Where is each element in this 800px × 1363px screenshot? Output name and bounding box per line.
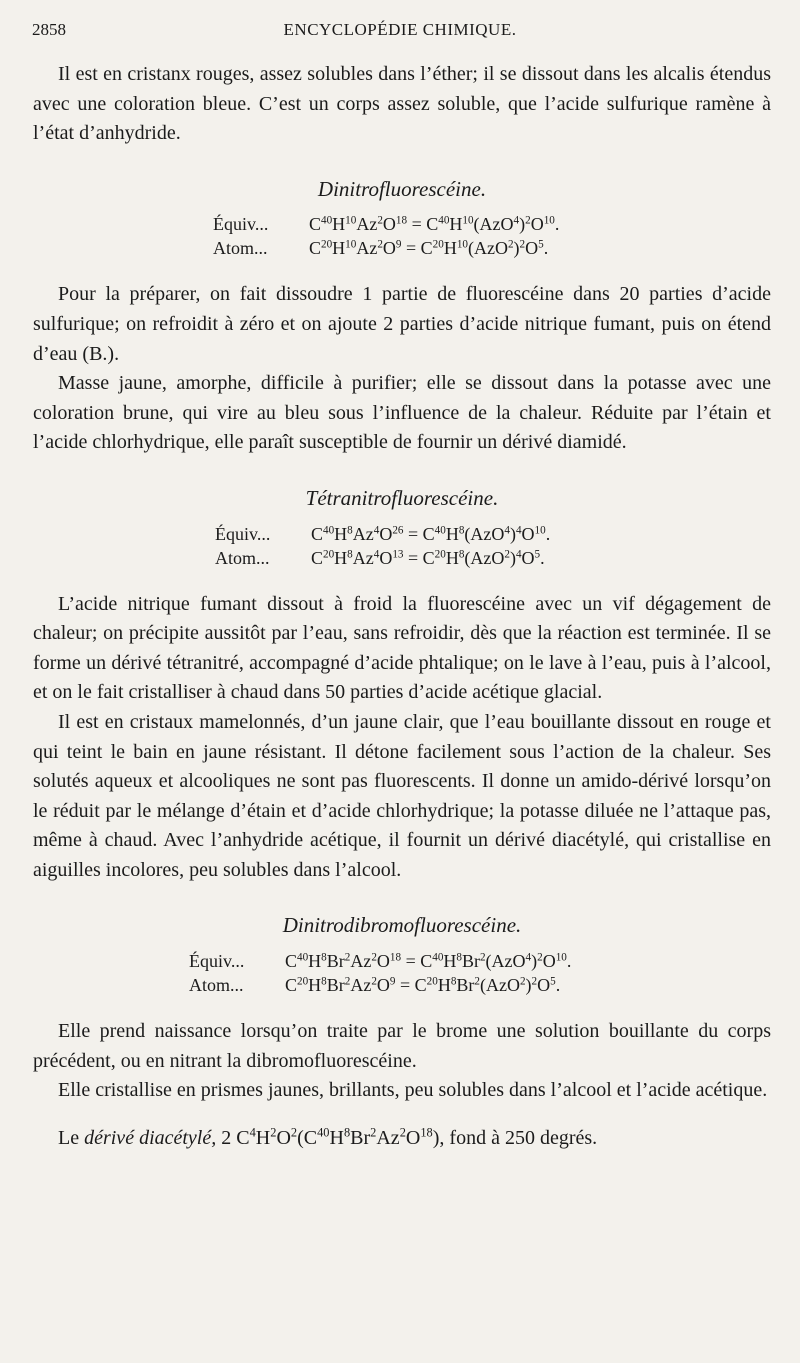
section-title-dinitrofluoresceine: Dinitrofluorescéine. (317, 176, 487, 201)
page-body (33, 60, 771, 1153)
atom-formula: $C^{20}H^8Az^4O^{13} = C^{20}H^8(AzO^2)^4O^5$. (311, 547, 545, 568)
equiv-label: Équiv... (215, 523, 271, 544)
spacer (33, 1106, 771, 1124)
atom-label: Atom... (213, 238, 268, 259)
p3-italic: dérivé diacétylé, (84, 1126, 217, 1149)
section1-paragraph-2: Masse jaune, amorphe, difficile à purifier; elle se dissout dans la potasse avec une coloration brune, qui vire au bleu sous l’influence de la chaleur. Réduite par l’étain et l’acide chlorhydrique, elle paraît susceptible de fournir un dérivé diamidé. (33, 372, 771, 454)
section-title-dinitrodibromofluoresceine: Dinitrodibromofluorescéine. (282, 913, 522, 938)
p3-prefix: Le (58, 1126, 80, 1149)
running-title: ENCYCLOPÉDIE CHIMIQUE. (283, 20, 517, 39)
section2-paragraph-1: L’acide nitrique fumant dissout à froid la fluorescéine avec un vif dégagement de chaleur; on précipite aussitôt par l’eau, sans refroidir, dès que la réaction est terminée. Il se forme un dérivé tétranitré, accompagné d’acide phtalique; on le lave à l’eau, puis à l’alcool, et on le fait cristalliser à chaud dans 50 parties d’acide acétique glacial. (33, 592, 771, 704)
atom-label: Atom... (215, 547, 270, 568)
section1-paragraph-1: Pour la préparer, on fait dissoudre 1 partie de fluorescéine dans 20 parties d’acide sulfurique; on refroidit à zéro et on ajoute 2 parties d’acide nitrique fumant, puis on étend d’eau (B.). (33, 283, 771, 365)
intro-paragraph: Il est en cristanx rouges, assez solubles dans l’éther; il se dissout dans les alcalis étendus avec une coloration bleue. C’est un corps assez soluble, que l’acide sulfurique ramène à l’état d’anhydride. (33, 63, 771, 145)
equiv-label: Équiv... (189, 951, 245, 972)
page-number: 2858 (32, 20, 66, 39)
equiv-formula: $C^{40}H^8Br^2Az^2O^{18} = C^{40}H^8Br^2(AzO^4)^2O^{10}$. (285, 951, 572, 972)
formula-block-dinitrodibromofluoresceine (189, 949, 771, 997)
equiv-formula: $C^{40}H^{10}Az^2O^{18} = C^{40}H^{10}(AzO^4)^2O^{10}$. (309, 214, 560, 235)
atom-label: Atom... (189, 975, 244, 996)
section3-paragraph-2: Elle cristallise en prismes jaunes, brillants, peu solubles dans l’alcool et l’acide acétique. (58, 1079, 768, 1102)
p3-suffix: , fond à 250 degrés. (439, 1126, 598, 1149)
equiv-label: Équiv... (213, 214, 269, 235)
section-title-tetranitrofluoresceine: Tétranitrofluorescéine. (305, 485, 499, 510)
atom-formula: $C^{20}H^{10}Az^2O^9 = C^{20}H^{10}(AzO^2)^2O^5$. (309, 238, 549, 259)
equiv-formula: $C^{40}H^8Az^4O^{26} = C^{40}H^8(AzO^4)^4O^{10}$. (311, 523, 551, 544)
section3-paragraph-3 (33, 1124, 771, 1154)
atom-formula: $C^{20}H^8Br^2Az^2O^9 = C^{20}H^8Br^2(AzO^2)^2O^5$. (285, 975, 561, 996)
diacetyl-formula: 2 $C^4H^2O^2(C^{40}H^8Br^2Az^2O^{18})$ (221, 1125, 440, 1149)
page-header (32, 20, 768, 46)
formula-block-tetranitrofluoresceine (215, 522, 771, 570)
section2-paragraph-2: Il est en cristaux mamelonnés, d’un jaune clair, que l’eau bouillante dissout en rouge et qui teint le bain en jaune résistant. Il détone facilement sous l’action de la chaleur. Ses solutés aqueux et alcooliques ne sont pas fluorescents. Il donne un amido-dérivé lorsqu’on le réduit par le mélange d’étain et d’acide chlorhydrique; la potasse diluée ne l’attaque pas, même à chaud. Avec l’anhydride acétique, il fournit un dérivé diacétylé, qui cristallise en aiguilles incolores, peu solubles dans l’alcool. (33, 710, 771, 881)
formula-block-dinitrofluoresceine (213, 212, 771, 260)
section3-paragraph-1: Elle prend naissance lorsqu’on traite par le brome une solution bouillante du corps précédent, ou en nitrant la dibromofluorescéine. (33, 1020, 771, 1072)
